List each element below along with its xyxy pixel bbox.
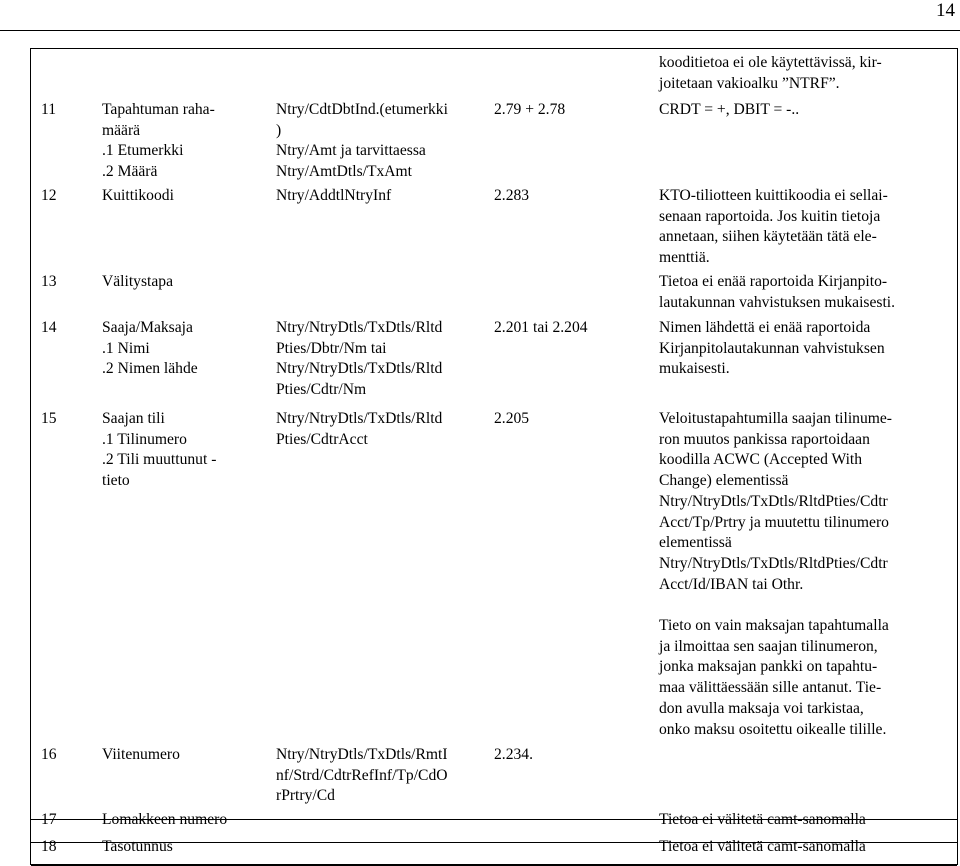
remark-line: koodilla ACWC (Accepted With xyxy=(659,451,863,469)
field-name-line: .1 Etumerkki xyxy=(102,142,184,160)
remark-line: Tietoa ei välitetä camt-sanomalla xyxy=(659,811,866,828)
remark-line: Kirjanpitolautakunnan vahvistuksen xyxy=(659,339,885,357)
remark-line: elementissä xyxy=(659,534,732,552)
spec-reference: 2.79 + 2.78 xyxy=(494,101,566,118)
remark-line: don avulla maksaja voi tarkistaa, xyxy=(659,699,864,717)
remark-line: annetaan, siihen käytetään tätä ele- xyxy=(659,228,877,246)
field-name-line: .2 Tili muuttunut - xyxy=(102,451,217,469)
remark-line: Nimen lähdettä ei enää raportoida xyxy=(659,319,871,336)
remark-line: jonka maksajan pankki on tapahtu- xyxy=(659,658,878,676)
xml-path-line: Ntry/Amt ja tarvittaessa xyxy=(276,142,426,160)
remark-line: KTO-tiliotteen kuittikoodia ei sellai- xyxy=(659,187,888,204)
remark-line: Acct/Id/IBAN tai Othr. xyxy=(659,575,804,593)
field-name-line: Tasotunnus xyxy=(102,838,173,855)
field-name-line: Saaja/Maksaja xyxy=(102,319,193,336)
row-number: 16 xyxy=(41,746,57,763)
remark-line: Tietoa ei enää raportoida Kirjanpito- xyxy=(659,273,888,290)
field-name-line: Viitenumero xyxy=(102,746,180,763)
xml-path-line: Ntry/CdtDbtInd.(etumerkki xyxy=(276,101,448,118)
field-name-line: tieto xyxy=(102,472,130,490)
field-name-line: .1 Nimi xyxy=(102,339,150,357)
remark-line: mukaisesti. xyxy=(659,360,730,378)
spec-reference: 2.205 xyxy=(494,410,530,427)
xml-path-line: Ntry/NtryDtls/TxDtls/Rltd xyxy=(276,319,443,336)
remark-line: ron muutos pankissa raportoidaan xyxy=(659,430,870,448)
row-number: 18 xyxy=(41,838,57,855)
xml-path-line: Ntry/AmtDtls/TxAmt xyxy=(276,163,413,181)
xml-path-line: nf/Strd/CdtrRefInf/Tp/CdO xyxy=(276,766,448,784)
xml-path-line: ) xyxy=(276,121,282,139)
remark-line: Ntry/NtryDtls/TxDtls/RltdPties/Cdtr xyxy=(659,492,888,510)
xml-path-line: rPrtry/Cd xyxy=(276,787,335,805)
row-number: 17 xyxy=(41,811,57,828)
page-number: 14 xyxy=(936,0,955,21)
remark-line: lautakunnan vahvistuksen mukaisesti. xyxy=(659,293,896,311)
xml-path-line: Pties/CdtrAcct xyxy=(276,430,368,448)
xml-path-line: Ntry/NtryDtls/TxDtls/RmtI xyxy=(276,746,448,763)
remark-line: senaan raportoida. Jos kuitin tietoja xyxy=(659,207,881,225)
remark-line: Tietoa ei välitetä camt-sanomalla xyxy=(659,838,866,855)
field-name-line: Lomakkeen numero xyxy=(102,811,228,828)
xml-path-line: Pties/Dbtr/Nm tai xyxy=(276,339,387,357)
remark-line: onko maksu osoitettu oikealle tilille. xyxy=(659,720,887,738)
xml-path-line: Ntry/NtryDtls/TxDtls/Rltd xyxy=(276,360,443,378)
xml-path-line: Ntry/AddtlNtryInf xyxy=(276,187,392,204)
remark-line: ja ilmoittaa sen saajan tilinumeron, xyxy=(659,637,878,655)
row-number: 15 xyxy=(41,410,57,427)
remark-line: CRDT = +, DBIT = -.. xyxy=(659,101,800,118)
remark-line: Veloitustapahtumilla saajan tilinume- xyxy=(659,410,892,427)
row-number: 14 xyxy=(41,319,57,336)
continued-note-line: kooditietoa ei ole käytettävissä, kir- xyxy=(659,54,882,71)
remark-line: Acct/Tp/Prtry ja muutettu tilinumero xyxy=(659,513,889,531)
field-name-line: .2 Määrä xyxy=(102,163,158,181)
continued-note-line: joitetaan vakioalku ”NTRF”. xyxy=(659,74,840,92)
spec-reference: 2.234. xyxy=(494,746,533,763)
field-name-line: määrä xyxy=(102,121,141,139)
field-name-line: Tapahtuman raha- xyxy=(102,101,215,118)
xml-path-line: Ntry/NtryDtls/TxDtls/Rltd xyxy=(276,410,443,427)
remark-line: maa välittäessään sille antanut. Tie- xyxy=(659,679,882,697)
xml-path-line: Pties/Cdtr/Nm xyxy=(276,381,367,399)
field-name-line: .1 Tilinumero xyxy=(102,430,187,448)
row-number: 12 xyxy=(41,187,57,204)
spec-reference: 2.283 xyxy=(494,187,530,204)
remark-line: Tieto on vain maksajan tapahtumalla xyxy=(659,617,889,634)
remark-line: Change) elementissä xyxy=(659,472,789,490)
row-number: 11 xyxy=(41,101,57,118)
field-name-line: .2 Nimen lähde xyxy=(102,360,198,378)
field-name-line: Saajan tili xyxy=(102,410,165,427)
header-rule xyxy=(0,30,960,31)
field-name-line: Kuittikoodi xyxy=(102,187,174,204)
row-number: 13 xyxy=(41,273,57,290)
remark-line: menttiä. xyxy=(659,249,710,267)
spec-reference: 2.201 tai 2.204 xyxy=(494,319,588,336)
remark-line: Ntry/NtryDtls/TxDtls/RltdPties/Cdtr xyxy=(659,554,888,572)
field-name-line: Välitystapa xyxy=(102,273,174,290)
